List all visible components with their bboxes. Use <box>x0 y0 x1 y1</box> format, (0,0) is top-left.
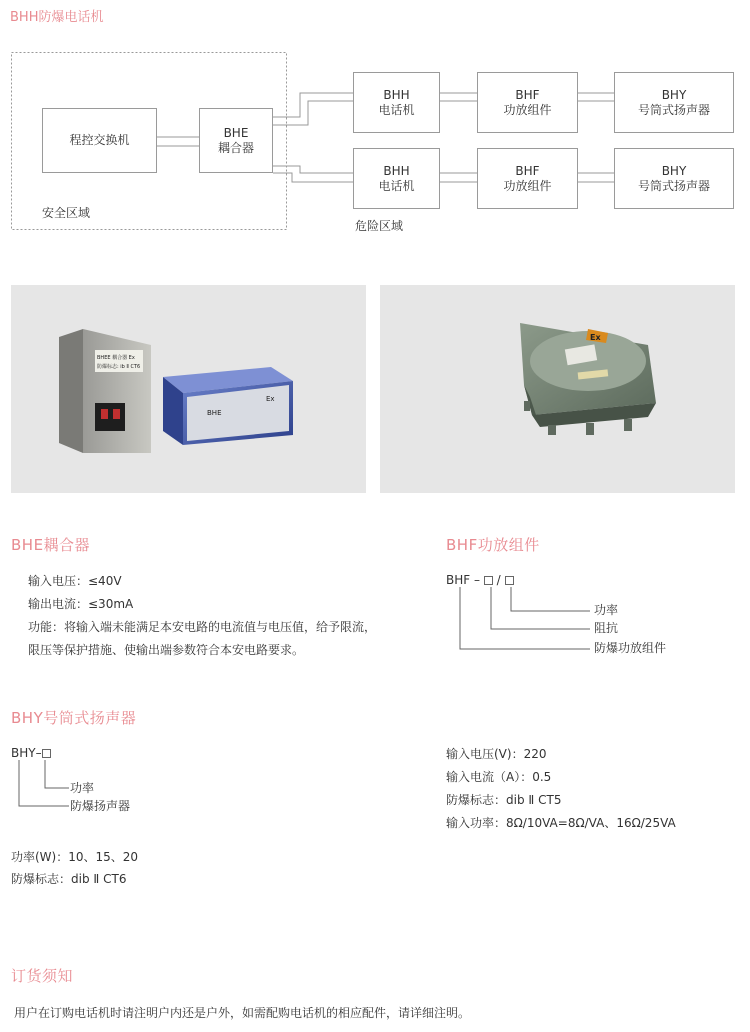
bhe-spec-line: 输出电流：≤30mA <box>28 597 134 611</box>
bhe-spec-line: 功能：将输入端未能满足本安电路的电流值与电压值，给予限流， <box>28 620 377 634</box>
photo-speaker-junction-box <box>380 285 735 493</box>
junction-box-ex-badge: Ex <box>590 333 601 342</box>
coupler-line1: BHE <box>223 125 249 140</box>
bhy-spec-line: 防爆标志：dib Ⅱ CT6 <box>11 872 127 886</box>
bhe-spec-line: 限压等保护措施、使输出端参数符合本安电路要求。 <box>28 643 305 657</box>
danger-zone-label: 危险区域 <box>355 219 404 233</box>
speaker-box-top <box>614 72 734 133</box>
speaker-line2: 号筒式扬声器 <box>637 178 710 193</box>
bhy-spec-line: 功率(W)：10、15、20 <box>11 850 139 864</box>
bhy-code-box <box>42 749 51 758</box>
safe-zone-label: 安全区域 <box>42 206 91 220</box>
bhf-spec-line: 输入功率：8Ω/10VA=8Ω/VA、16Ω/25VA <box>446 816 676 830</box>
bhy-code-leader-lines <box>15 758 75 813</box>
bhy-section-title: BHY号筒式扬声器 <box>11 709 137 727</box>
phone-box-top <box>353 72 440 133</box>
amp-line2: 功放组件 <box>503 178 552 193</box>
speaker-line1: BHY <box>661 163 687 178</box>
page-title: BHH防爆电话机 <box>10 10 104 25</box>
amp-line2: 功放组件 <box>503 102 552 117</box>
phone-line1: BHH <box>383 87 410 102</box>
phone-line1: BHH <box>383 163 410 178</box>
amp-box-top <box>477 72 578 133</box>
bhe-spec-line: 输入电压：≤40V <box>28 574 122 588</box>
coupler-plate-text2: 防爆标志: ib Ⅱ CT6 <box>97 364 141 370</box>
bhf-label-power: 功率 <box>594 603 619 617</box>
coupler-plate-text1: BHEE 耦合器 Ex <box>97 355 135 361</box>
bhf-code-prefix: BHF – <box>446 573 480 587</box>
phone-line2: 电话机 <box>378 102 415 117</box>
blue-box-label: BHE <box>207 409 222 417</box>
coupler-photo-image <box>11 285 366 493</box>
speaker-line2: 号筒式扬声器 <box>637 102 710 117</box>
amp-line1: BHF <box>515 87 540 102</box>
bhf-spec-line: 输入电流（A）：0.5 <box>446 770 552 784</box>
bhf-spec-line: 输入电压(V)：220 <box>446 747 547 761</box>
amp-box-bottom <box>477 148 578 209</box>
bhf-code-box-1 <box>484 576 493 585</box>
bhy-label-power: 功率 <box>70 781 95 795</box>
bhf-label-type: 防爆功放组件 <box>594 641 667 655</box>
junction-box-photo-image <box>380 285 735 493</box>
blue-box-ex: Ex <box>266 395 275 403</box>
bhf-code-box-2 <box>505 576 514 585</box>
photo-coupler-and-amp <box>11 285 366 493</box>
bhf-code-sep: / <box>496 573 501 587</box>
exchange-label: 程控交换机 <box>69 133 130 147</box>
amp-line1: BHF <box>515 163 540 178</box>
bhf-code-leader-lines <box>440 585 600 655</box>
bhy-label-type: 防爆扬声器 <box>70 799 131 813</box>
bhe-section-title: BHE耦合器 <box>11 536 91 554</box>
bhy-code-prefix: BHY– <box>11 746 42 760</box>
speaker-line1: BHY <box>661 87 687 102</box>
bhf-spec-line: 防爆标志：dib Ⅱ CT5 <box>446 793 562 807</box>
exchange-box <box>42 108 157 173</box>
phone-line2: 电话机 <box>378 178 415 193</box>
phone-box-bottom <box>353 148 440 209</box>
speaker-box-bottom <box>614 148 734 209</box>
order-note-text: 用户在订购电话机时请注明户内还是户外，如需配购电话机的相应配件，请详细注明。 <box>14 1006 471 1020</box>
coupler-line2: 耦合器 <box>217 140 254 155</box>
coupler-box <box>199 108 273 173</box>
bhf-label-impedance: 阻抗 <box>594 621 619 635</box>
bhf-section-title: BHF功放组件 <box>446 536 540 554</box>
order-section-title: 订货须知 <box>11 967 74 985</box>
